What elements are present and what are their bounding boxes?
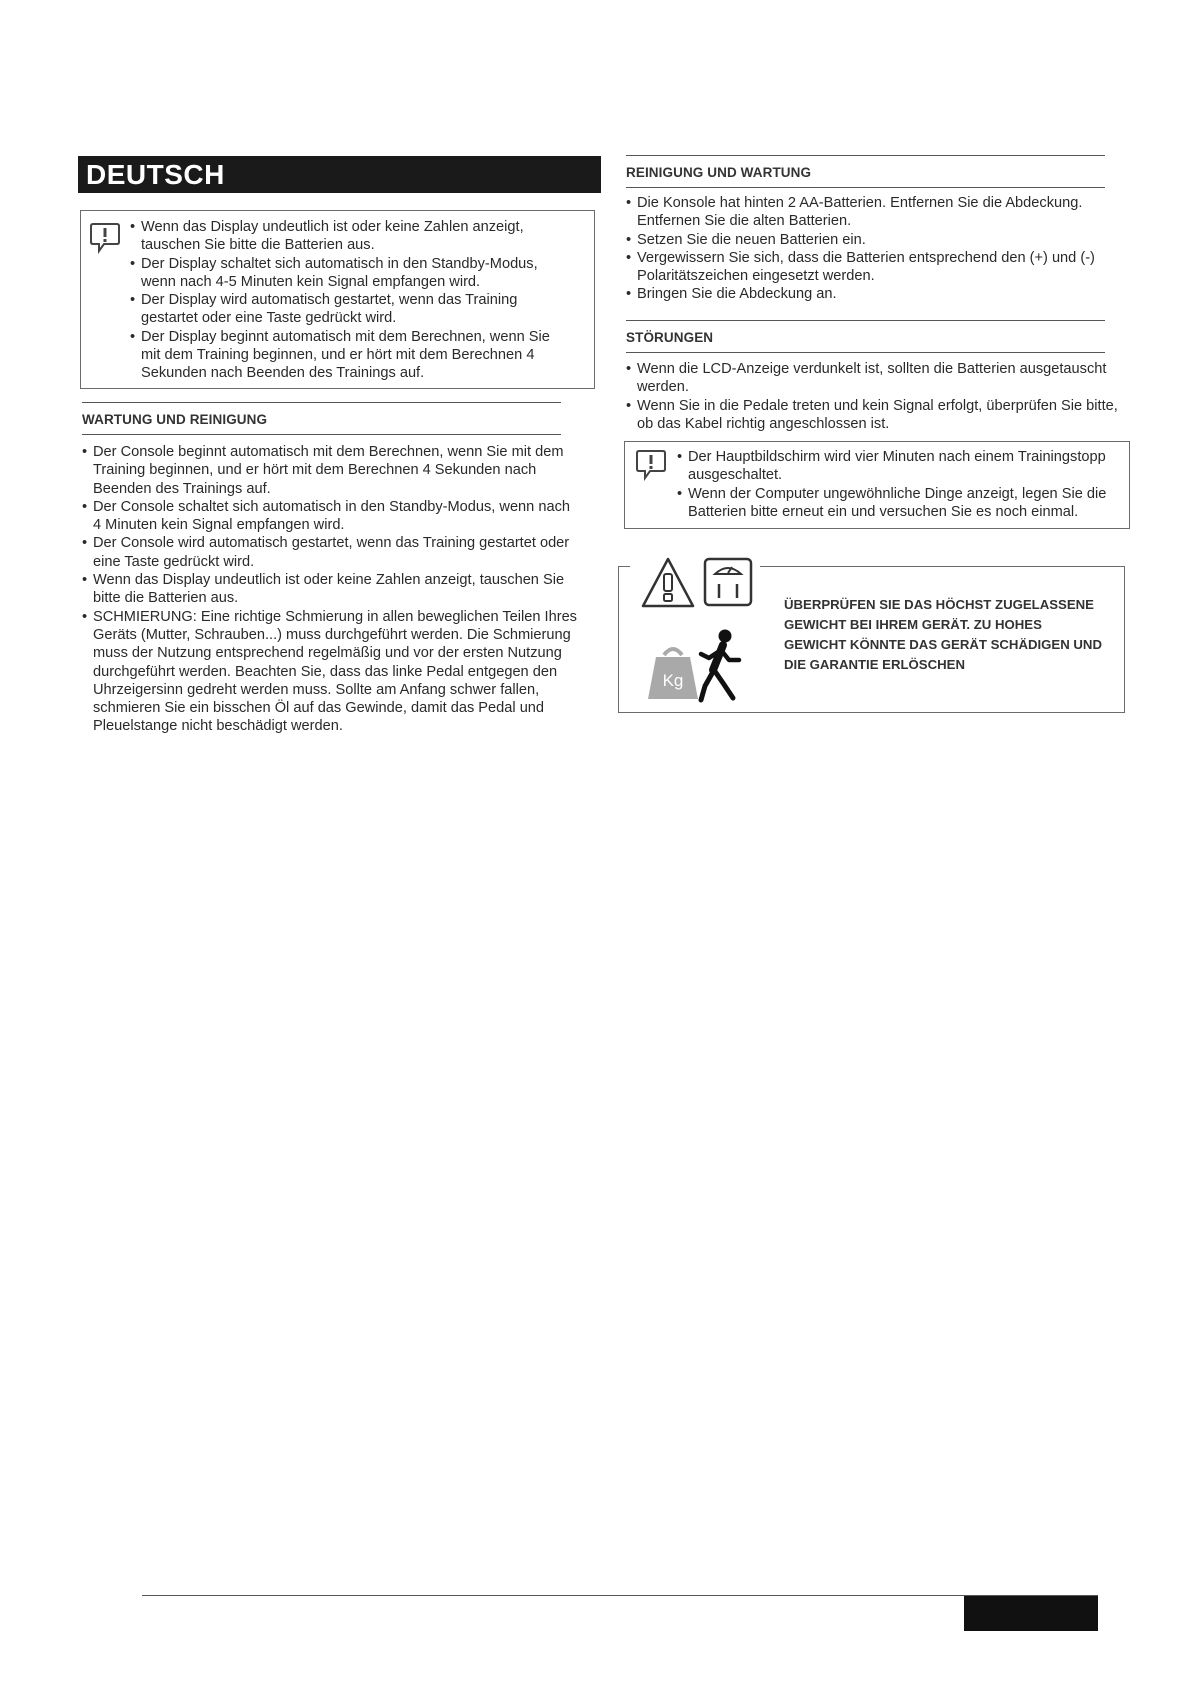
list-item: • Der Console wird automatisch gestartet, wenn das Training gestartet oder eine Taste gedrückt wird. — [82, 534, 582, 571]
exclamation-note-icon — [634, 447, 668, 481]
walking-person-icon — [695, 628, 743, 704]
section-title-reinigung: REINIGUNG UND WARTUNG — [626, 155, 1105, 188]
list-item: • Der Display wird automatisch gestartet, wenn das Training gestartet oder eine Taste gedrückt wird. — [130, 291, 570, 328]
language-banner: DEUTSCH — [78, 156, 601, 193]
weight-warning-text: ÜBERPRÜFEN SIE DAS HÖCHST ZUGELASSENE GEWICHT BEI IHREM GERÄT. ZU HOHES GEWICHT KÖNNTE DAS GERÄT SCHÄDIGEN UND DIE GARANTIE ERLÖSCHEN — [784, 597, 1102, 672]
exclamation-note-icon — [88, 220, 122, 254]
list-item: • Der Console schaltet sich automatisch in den Standby-Modus, wenn nach 4 Minuten kein Signal empfangen wird. — [82, 498, 582, 535]
section-title-stoerungen: STÖRUNGEN — [626, 320, 1105, 353]
list-item: • Der Console beginnt automatisch mit dem Berechnen, wenn Sie mit dem Training beginnen, und er hört mit dem Berechnen 4 Sekunden nach Beenden des Trainings auf. — [82, 443, 582, 498]
list-item: • Bringen Sie die Abdeckung an. — [626, 285, 1126, 303]
warning-triangle-icon — [640, 556, 696, 610]
footer-rule — [142, 1595, 1098, 1596]
section-title-wartung: WARTUNG UND REINIGUNG — [82, 402, 561, 435]
list-item: • Wenn die LCD-Anzeige verdunkelt ist, sollten die Batterien ausgetauscht werden. — [626, 360, 1126, 397]
list-item: • Wenn Sie in die Pedale treten und kein Signal erfolgt, überprüfen Sie bitte, ob das Kabel richtig angeschlossen ist. — [626, 397, 1126, 434]
note-list-right — [677, 448, 1125, 521]
troubles-list — [626, 360, 1126, 433]
scale-icon — [702, 556, 754, 608]
maintenance-list — [82, 443, 582, 736]
list-item: • Die Konsole hat hinten 2 AA-Batterien. Entfernen Sie die Abdeckung. Entfernen Sie die alten Batterien. — [626, 194, 1126, 231]
list-item: • Setzen Sie die neuen Batterien ein. — [626, 231, 1126, 249]
list-item: • Der Hauptbildschirm wird vier Minuten nach einem Trainingstopp ausgeschaltet. — [677, 448, 1125, 485]
page-number-tab — [964, 1596, 1098, 1631]
list-item: • Wenn das Display undeutlich ist oder keine Zahlen anzeigt, tauschen Sie bitte die Batterien aus. — [130, 218, 570, 255]
list-item: • Der Display schaltet sich automatisch in den Standby-Modus, wenn nach 4-5 Minuten kein Signal empfangen wird. — [130, 255, 570, 292]
warning-icon-group — [630, 552, 760, 612]
list-item: • Vergewissern Sie sich, dass die Batterien entsprechend den (+) und (-) Polaritätszeichen eingesetzt werden. — [626, 249, 1126, 286]
weight-kg-icon — [644, 643, 702, 701]
list-item: • Wenn das Display undeutlich ist oder keine Zahlen anzeigt, tauschen Sie bitte die Batterien aus. — [82, 571, 582, 608]
list-item: • Wenn der Computer ungewöhnliche Dinge anzeigt, legen Sie die Batterien bitte erneut ein und versuchen Sie es noch einmal. — [677, 485, 1125, 522]
list-item: • Der Display beginnt automatisch mit dem Berechnen, wenn Sie mit dem Training beginnen, und er hört mit dem Berechnen 4 Sekunden nach Beenden des Trainings auf. — [130, 328, 570, 383]
list-item: • SCHMIERUNG: Eine richtige Schmierung in allen beweglichen Teilen Ihres Geräts (Mutter, Schrauben...) muss durchgeführt werden. Die Schmierung muss der Nutzung entsprechend regelmäßig und vor der ersten Nutzung durchgeführt werden. Beachten Sie, dass das linke Pedal entgegen den Uhrzeigersinn gedreht werden muss. Sollte am Anfang schwer fallen, schmieren Sie ein bisschen Öl auf das Gewinde, damit das Pedal und Pleuelstange nicht beschädigt werden. — [82, 608, 582, 736]
note-list-left — [130, 218, 570, 383]
cleaning-list — [626, 194, 1126, 304]
kg-label: Kg — [662, 671, 684, 690]
